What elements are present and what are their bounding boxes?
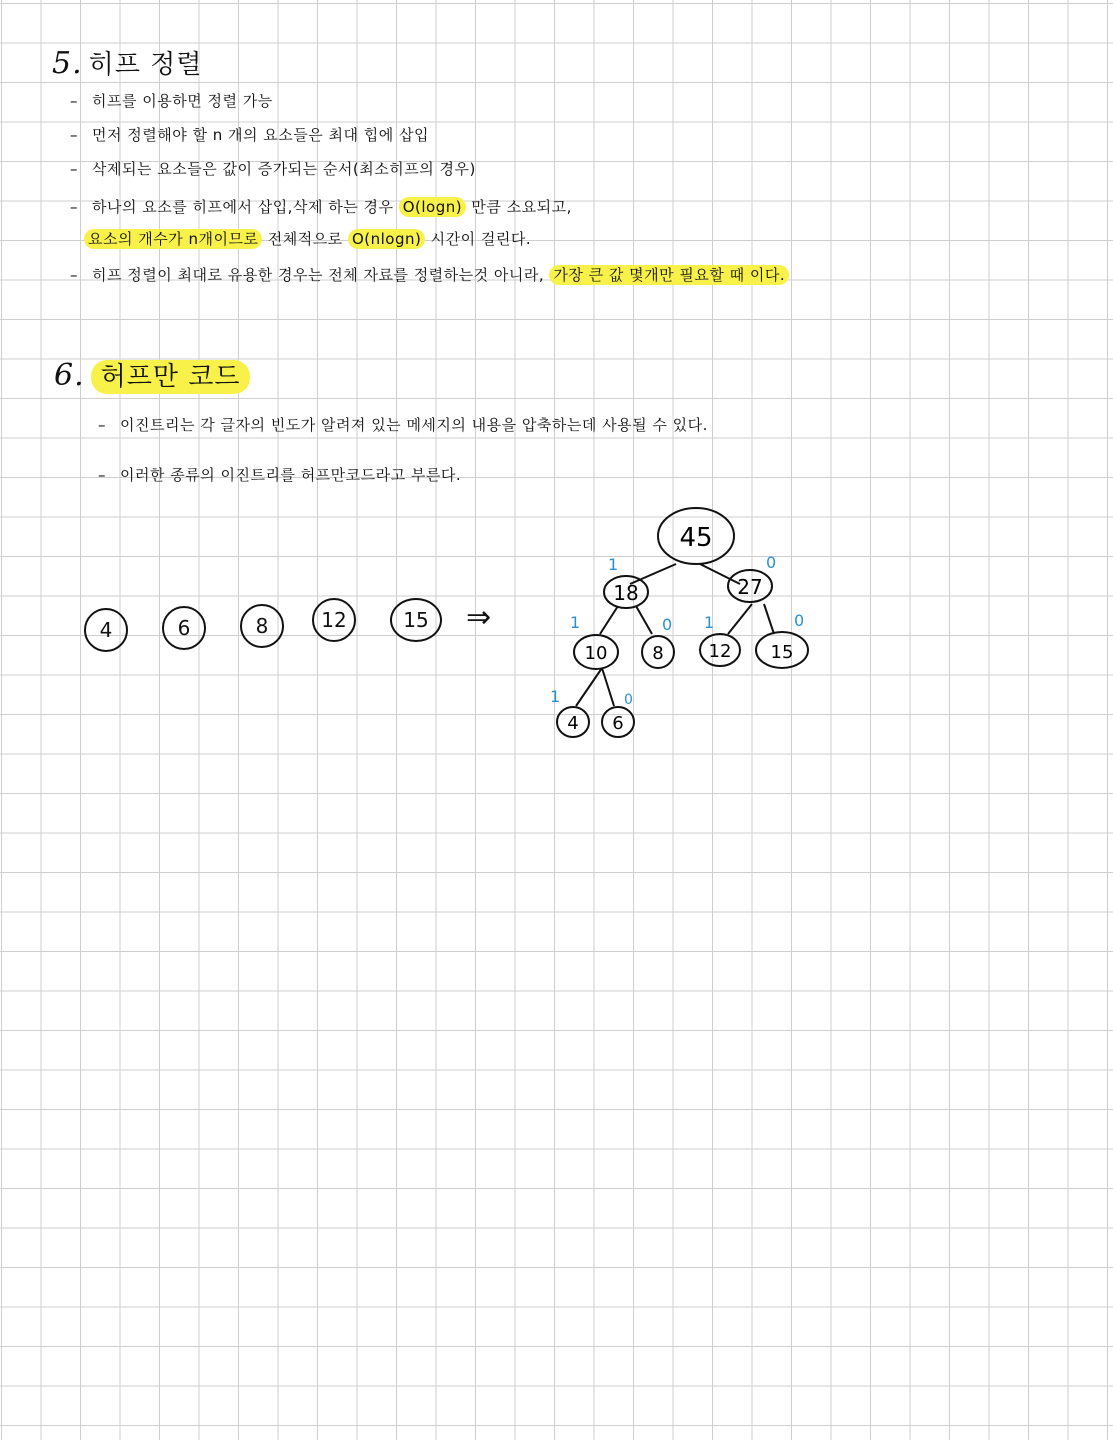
tree-edge	[576, 668, 602, 706]
section6-bullet-1: – 이진트리는 각 글자의 빈도가 알려져 있는 메세지의 내용을 압축하는데 사용될 수 있다.	[98, 416, 708, 434]
highlight-ologn: O(logn)	[399, 197, 466, 217]
section5-number: 5.	[52, 46, 83, 81]
sequence-node-8: 8	[240, 604, 284, 648]
tree-edge	[600, 606, 618, 634]
tree-node-label: 8	[652, 643, 664, 664]
tree-edge	[636, 606, 652, 634]
tree-node-label: 12	[708, 641, 732, 662]
section5-bullet-1: – 히프를 이용하면 정렬 가능	[70, 92, 273, 110]
highlight-onlogn: O(nlogn)	[348, 229, 425, 249]
section6-bullet-2: – 이러한 종류의 이진트리를 허프만코드라고 부른다.	[98, 466, 462, 484]
edge-label: 0	[662, 615, 673, 634]
section5-bullet-4: – 하나의 요소를 히프에서 삽입,삭제 하는 경우 O(logn) 만큼 소요되고,	[70, 198, 572, 216]
sequence-node-15: 15	[390, 598, 442, 642]
section6-number: 6.	[54, 358, 85, 393]
edge-label: 0	[766, 553, 777, 572]
tree-node-label: 10	[584, 643, 608, 664]
edge-label: 1	[608, 555, 619, 574]
edge-label: 0	[624, 692, 633, 708]
tree-node-label: 27	[737, 575, 763, 599]
tree-edge	[728, 604, 752, 634]
section5-heading	[52, 44, 202, 81]
tree-node-label: 15	[770, 642, 794, 663]
tree-edge	[602, 668, 614, 706]
huffman-tree	[540, 500, 820, 750]
sequence-node-6: 6	[162, 606, 206, 650]
edge-label: 1	[704, 613, 715, 632]
arrow-icon: ⇒	[466, 600, 492, 635]
section6-heading	[54, 356, 250, 393]
section6-title: 허프만 코드	[91, 360, 251, 394]
sequence-node-4: 4	[84, 608, 128, 652]
section5-bullet-3: – 삭제되는 요소들은 값이 증가되는 순서(최소히프의 경우)	[70, 160, 476, 178]
edge-label: 1	[570, 613, 581, 632]
tree-node-label: 4	[567, 713, 579, 734]
tree-node-label: 45	[679, 523, 713, 553]
section5-bullet-4-line2: 요소의 개수가 n개이므로 전체적으로 O(nlogn) 시간이 걸린다.	[84, 228, 531, 249]
section5-title: 히프 정렬	[88, 50, 203, 80]
section5-bullet-5: – 히프 정렬이 최대로 유용한 경우는 전체 자료를 정렬하는것 아니라, 가장 큰 값 몇개만 필요할 때 이다.	[70, 264, 789, 285]
highlight-largest-values: 가장 큰 값 몇개만 필요할 때 이다.	[549, 265, 789, 285]
highlight-element-count: 요소의 개수가 n개이므로	[84, 229, 262, 249]
tree-node-label: 18	[613, 581, 639, 605]
edge-label: 0	[794, 611, 805, 630]
tree-node-label: 6	[612, 713, 624, 734]
section5-bullet-2: – 먼저 정렬해야 할 n 개의 요소들은 최대 힙에 삽입	[70, 126, 429, 144]
sequence-node-12: 12	[312, 598, 356, 642]
edge-label: 1	[550, 687, 561, 706]
tree-edge	[764, 604, 774, 634]
